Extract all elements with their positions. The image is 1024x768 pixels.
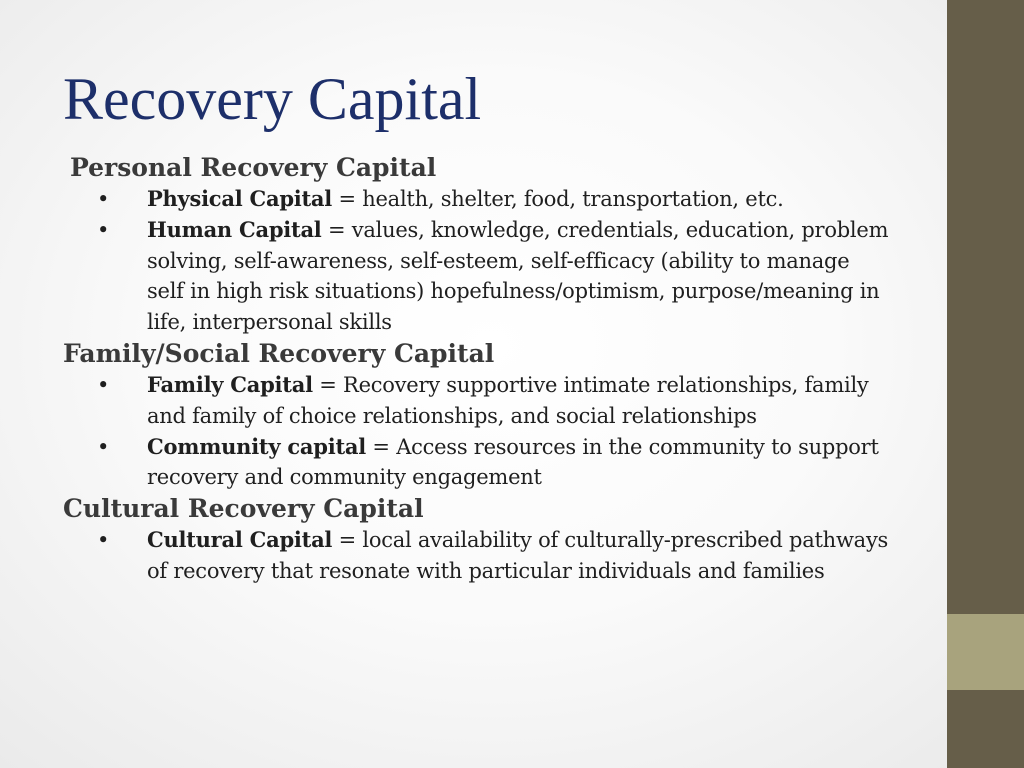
- bullet-term: Physical Capital: [147, 186, 333, 211]
- bullet-definition: = health, shelter, food, transportation, etc.: [338, 187, 784, 211]
- bullet-item: [0, 432, 892, 494]
- bullet-item: [0, 184, 892, 215]
- section-heading-personal: Personal Recovery Capital: [70, 153, 437, 182]
- bullet-term: Human Capital: [147, 216, 322, 242]
- bullet-term: Community capital: [147, 433, 366, 459]
- bullet-definition: = Recovery supportive intimate relationships, family and family of choice relationships, and social relationships: [147, 372, 869, 428]
- section-heading-family-social: Family/Social Recovery Capital: [63, 338, 495, 368]
- bullet-list-personal: [0, 184, 940, 338]
- bullet-definition: = values, knowledge, credentials, education, problem solving, self-awareness, self-esteem, self-efficacy (ability to manage self in high risk situations) hopefulness/optimism, purpose/meaning in life, interpersonal skills: [147, 217, 889, 335]
- bullet-icon: •: [97, 217, 110, 242]
- bullet-icon: •: [97, 528, 110, 553]
- bullet-icon: •: [97, 434, 110, 459]
- bullet-definition: = Access resources in the community to support recovery and community engagement: [147, 434, 879, 490]
- bullet-list-cultural: [0, 525, 940, 587]
- bullet-icon: •: [97, 372, 110, 397]
- bullet-definition: = local availability of culturally-prescribed pathways of recovery that resonate with particular individuals and families: [147, 528, 889, 583]
- side-accent-block: [947, 614, 1024, 690]
- bullet-term: Family Capital: [147, 371, 313, 397]
- bullet-item: [0, 525, 892, 587]
- section-heading-cultural: Cultural Recovery Capital: [63, 494, 424, 524]
- bullet-item: [0, 215, 892, 338]
- bullet-icon: •: [97, 187, 110, 211]
- bullet-item: [0, 370, 892, 432]
- bullet-term: Cultural Capital: [147, 527, 333, 553]
- bullet-list-family-social: [0, 370, 940, 493]
- slide-title: Recovery Capital: [63, 66, 482, 132]
- slide-content: [0, 152, 940, 587]
